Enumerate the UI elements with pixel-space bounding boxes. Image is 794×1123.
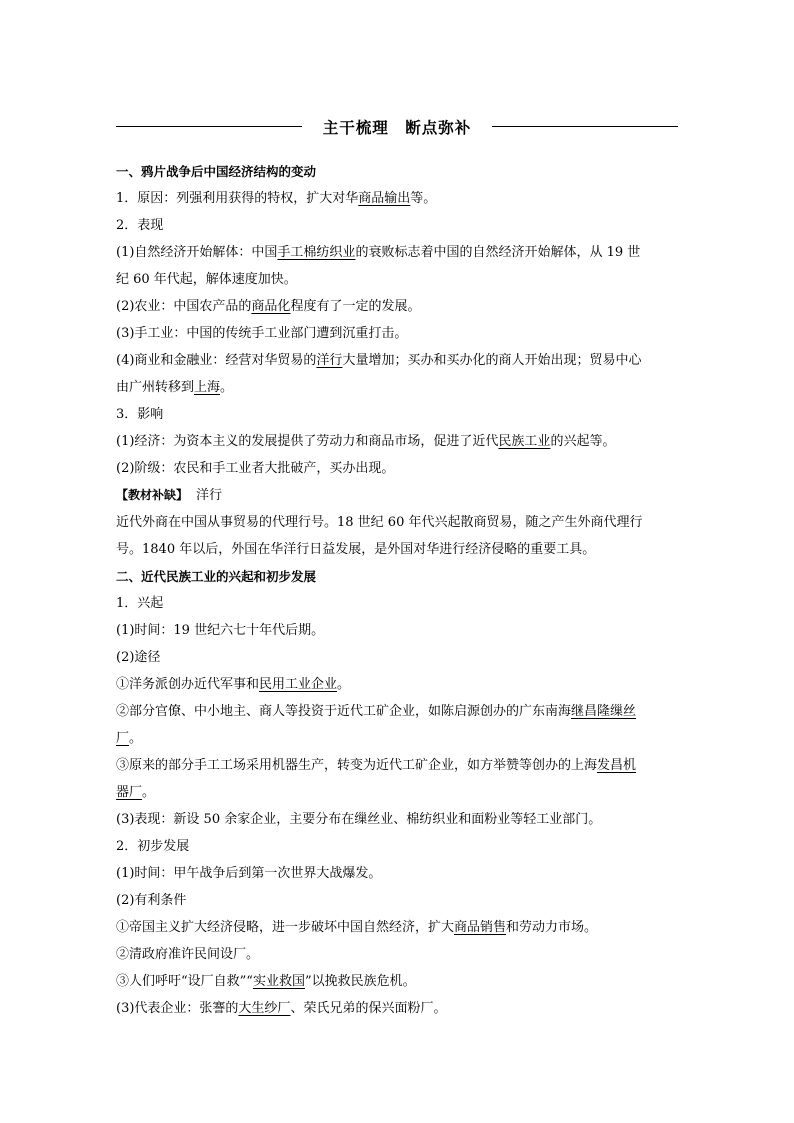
performance-item-4-cont: 由广州转移到上海。 [116, 380, 234, 395]
impact-item-2: (2)阶级：农民和手工业者大批破产，买办出现。 [116, 461, 395, 476]
representative-enterprises: (3)代表企业：张謇的大生纱厂、荣氏兄弟的保兴面粉厂。 [116, 1001, 447, 1016]
supplement-text-2: 号。1840 年以后，外国在华洋行日益发展，是外国对华进行经济侵略的重要工具。 [116, 542, 596, 557]
supplement-term: 洋行 [196, 488, 223, 503]
impact-item-1: (1)经济：为资本主义的发展提供了劳动力和商品市场，促进了近代民族工业的兴起等。 [116, 434, 616, 449]
underlined-term: 上海 [194, 380, 221, 395]
underlined-term: 商品输出 [358, 191, 411, 206]
underlined-term: 大生纱厂 [238, 1001, 291, 1016]
section-header [116, 114, 678, 138]
underlined-term: 洋行 [316, 353, 343, 368]
underlined-term: 厂 [116, 731, 130, 746]
development-conditions: (2)有利条件 [116, 893, 187, 908]
subheading-performance: 2．表现 [116, 218, 164, 233]
section-heading-2: 二、近代民族工业的兴起和初步发展 [116, 569, 317, 584]
underlined-term: 发昌机 [597, 758, 637, 773]
cause-line: 1．原因：列强利用获得的特权，扩大对华商品输出等。 [116, 191, 437, 206]
rise-path-item-1: ①洋务派创办近代军事和民用工业企业。 [116, 677, 351, 692]
rise-performance: (3)表现：新设 50 余家企业，主要分布在缫丝业、棉纺织业和面粉业等轻工业部门。 [116, 812, 602, 827]
header-rule-right [492, 126, 678, 127]
rise-path-item-3-cont: 器厂。 [116, 785, 156, 800]
subheading-rise: 1．兴起 [116, 596, 164, 611]
rise-path: (2)途径 [116, 650, 161, 665]
section-title: 主干梳理 断点弥补 [322, 119, 472, 137]
content-body [116, 158, 680, 1022]
header-rule-left [116, 126, 302, 127]
performance-item-1-cont: 纪 60 年代起，解体速度加快。 [116, 272, 297, 287]
underlined-term: 民族工业 [498, 434, 551, 449]
supplement-text-1: 近代外商在中国从事贸易的代理行号。18 世纪 60 年代兴起散商贸易，随之产生外商代理行 [116, 515, 643, 530]
underlined-term: 商品销售 [454, 920, 507, 935]
underlined-term: 手工棉纺织业 [277, 245, 356, 260]
performance-item-2: (2)农业：中国农产品的商品化程度有了一定的发展。 [116, 299, 421, 314]
rise-path-item-3: ③原来的部分手工工场采用机器生产，转变为近代工矿企业，如方举赞等创办的上海发昌机 [116, 758, 637, 773]
rise-time: (1)时间：19 世纪六七十年代后期。 [116, 623, 325, 638]
development-time: (1)时间：甲午战争后到第一次世界大战爆发。 [116, 866, 382, 881]
subheading-development: 2．初步发展 [116, 839, 190, 854]
underlined-term: 器厂 [116, 785, 143, 800]
condition-item-2: ②清政府准许民间设厂。 [116, 947, 260, 962]
underlined-term: 继昌隆缫丝 [571, 704, 637, 719]
underlined-term: 实业救国 [252, 974, 305, 989]
performance-item-4: (4)商业和金融业：经营对华贸易的洋行大量增加；买办和买办化的商人开始出现；贸易中心 [116, 353, 642, 368]
condition-item-3: ③人们呼吁“设厂自救”“实业救国”以挽救民族危机。 [116, 974, 416, 989]
performance-item-1: (1)自然经济开始解体：中国手工棉纺织业的衰败标志着中国的自然经济开始解体，从 19 世 [116, 245, 641, 260]
rise-path-item-2: ②部分官僚、中小地主、商人等投资于近代工矿企业，如陈启源创办的广东南海继昌隆缫丝 [116, 704, 637, 719]
condition-item-1: ①帝国主义扩大经济侵略，进一步破坏中国自然经济，扩大商品销售和劳动力市场。 [116, 920, 598, 935]
underlined-term: 商品化 [251, 299, 291, 314]
performance-item-3: (3)手工业：中国的传统手工业部门遭到沉重打击。 [116, 326, 408, 341]
supplement-tag: 【教材补缺】 [116, 488, 189, 502]
rise-path-item-2-cont: 厂。 [116, 731, 143, 746]
underlined-term: 民用工业企业 [259, 677, 338, 692]
supplement-heading [116, 482, 680, 509]
subheading-impact: 3．影响 [116, 407, 164, 422]
section-heading-1: 一、鸦片战争后中国经济结构的变动 [116, 164, 317, 179]
